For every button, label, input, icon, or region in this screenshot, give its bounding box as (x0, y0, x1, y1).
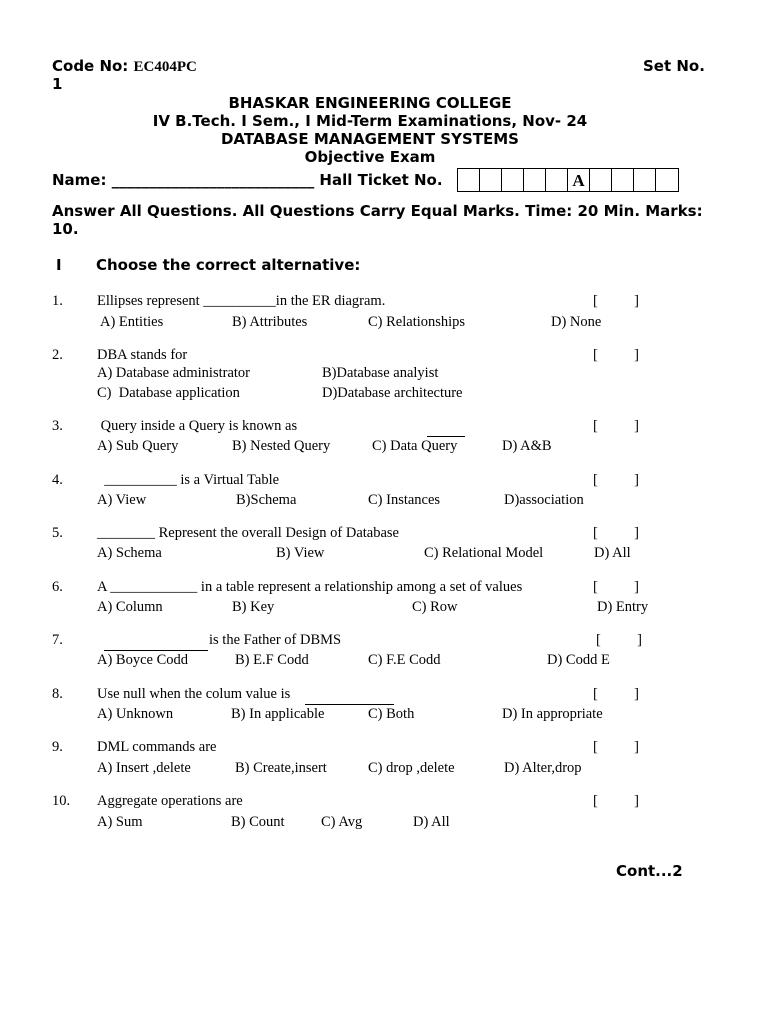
instructions: Answer All Questions. All Questions Carry Equal Marks. Time: 20 Min. Marks: (52, 202, 703, 220)
option: B)Database analyist (322, 365, 439, 381)
blank-underline (104, 650, 208, 651)
option: D) In appropriate (502, 706, 603, 722)
ticket-cell (546, 169, 568, 191)
question-text: DML commands are (97, 739, 217, 755)
ticket-cell (502, 169, 524, 191)
answer-bracket: [ ] (593, 472, 639, 488)
option: A) Boyce Codd (97, 652, 189, 668)
exam-type: Objective Exam (304, 148, 436, 166)
option: D) All (413, 814, 450, 830)
blank-underline (305, 704, 394, 705)
question-number: 10. (52, 793, 71, 809)
exam-title: IV B.Tech. I Sem., I Mid-Term Examinations, Nov- 24 (152, 112, 588, 130)
question-number: 8. (52, 686, 63, 702)
college-name: BHASKAR ENGINEERING COLLEGE (228, 94, 512, 112)
option: C) drop ,delete (368, 760, 455, 776)
question-text: __________ is a Virtual Table (97, 472, 280, 488)
code-value: EC404PC (133, 59, 197, 75)
option: A) Sub Query (97, 438, 179, 454)
option: A) Insert ,delete (97, 760, 191, 776)
question-number: 7. (52, 632, 63, 648)
section-number: I (56, 256, 62, 274)
option: B)Schema (236, 492, 297, 508)
option: A) View (97, 492, 147, 508)
option: A) Sum (97, 814, 143, 830)
ticket-cell (634, 169, 656, 191)
option: D)Database architecture (322, 385, 463, 401)
option: C) Relational Model (424, 545, 544, 561)
option: B) Count (231, 814, 285, 830)
option: B) Nested Query (232, 438, 331, 454)
option: D)association (504, 492, 584, 508)
option: B) In applicable (231, 706, 325, 722)
option: C) Avg (321, 814, 363, 830)
section-title: Choose the correct alternative: (96, 256, 361, 274)
option: D) None (551, 314, 602, 330)
question-number: 1. (52, 293, 63, 309)
option: D) A&B (502, 438, 552, 454)
answer-bracket: [ ] (593, 793, 639, 809)
question-text: is the Father of DBMS (209, 632, 342, 648)
ticket-cell: A (568, 169, 590, 191)
question-number: 6. (52, 579, 63, 595)
ticket-cell (458, 169, 480, 191)
option: D) Entry (597, 599, 649, 615)
option: B) E.F Codd (235, 652, 309, 668)
name-hall-ticket-line: Name: ___________________________ Hall Ticket No. (52, 171, 443, 189)
answer-bracket: [ ] (593, 418, 639, 434)
question-number: 2. (52, 347, 63, 363)
answer-bracket: [ ] (593, 579, 639, 595)
question-text: Use null when the colum value is (97, 686, 291, 702)
answer-bracket: [ ] (593, 525, 639, 541)
ticket-cell (480, 169, 502, 191)
question-text: A ____________ in a table represent a relationship among a set of values (97, 579, 523, 595)
option: C) Row (412, 599, 458, 615)
option: A) Column (97, 599, 163, 615)
answer-bracket: [ ] (593, 686, 639, 702)
code-number (52, 57, 197, 76)
question-text: Query inside a Query is known as (97, 418, 298, 434)
option: A) Database administrator (97, 365, 251, 381)
question-number: 9. (52, 739, 63, 755)
instructions-continued: 10. (52, 220, 79, 238)
option: B) View (276, 545, 325, 561)
option: C) Data Query (372, 438, 458, 454)
answer-bracket: [ ] (593, 293, 639, 309)
question-text: Aggregate operations are (97, 793, 243, 809)
ticket-cell (524, 169, 546, 191)
subject-title: DATABASE MANAGEMENT SYSTEMS (220, 130, 519, 148)
option: B) Attributes (232, 314, 308, 330)
continued-marker: Cont...2 (616, 862, 683, 880)
option: C) Relationships (368, 314, 466, 330)
option: D) All (594, 545, 631, 561)
set-number-label: Set No. (643, 57, 705, 75)
set-number-value: 1 (52, 75, 63, 93)
question-number: 3. (52, 418, 63, 434)
question-number: 5. (52, 525, 63, 541)
ticket-cell (612, 169, 634, 191)
option: B) Create,insert (235, 760, 327, 776)
answer-bracket: [ ] (593, 347, 639, 363)
answer-bracket: [ ] (596, 632, 642, 648)
hall-ticket-boxes (457, 168, 679, 192)
option: D) Codd E (547, 652, 610, 668)
option: A) Schema (97, 545, 162, 561)
ticket-cell (656, 169, 678, 191)
ticket-cell (590, 169, 612, 191)
option: C) Database application (97, 385, 240, 401)
option: B) Key (232, 599, 275, 615)
option: C) Instances (368, 492, 441, 508)
option: C) Both (368, 706, 415, 722)
option: D) Alter,drop (504, 760, 582, 776)
question-text: ________ Represent the overall Design of Database (97, 525, 399, 541)
option: A) Unknown (97, 706, 174, 722)
code-label: Code No: (52, 57, 129, 75)
question-text: DBA stands for (97, 347, 188, 363)
answer-bracket: [ ] (593, 739, 639, 755)
blank-underline (427, 436, 465, 437)
question-number: 4. (52, 472, 63, 488)
option: C) F.E Codd (368, 652, 441, 668)
option: A) Entities (100, 314, 164, 330)
question-text: Ellipses represent __________in the ER diagram. (97, 293, 386, 309)
